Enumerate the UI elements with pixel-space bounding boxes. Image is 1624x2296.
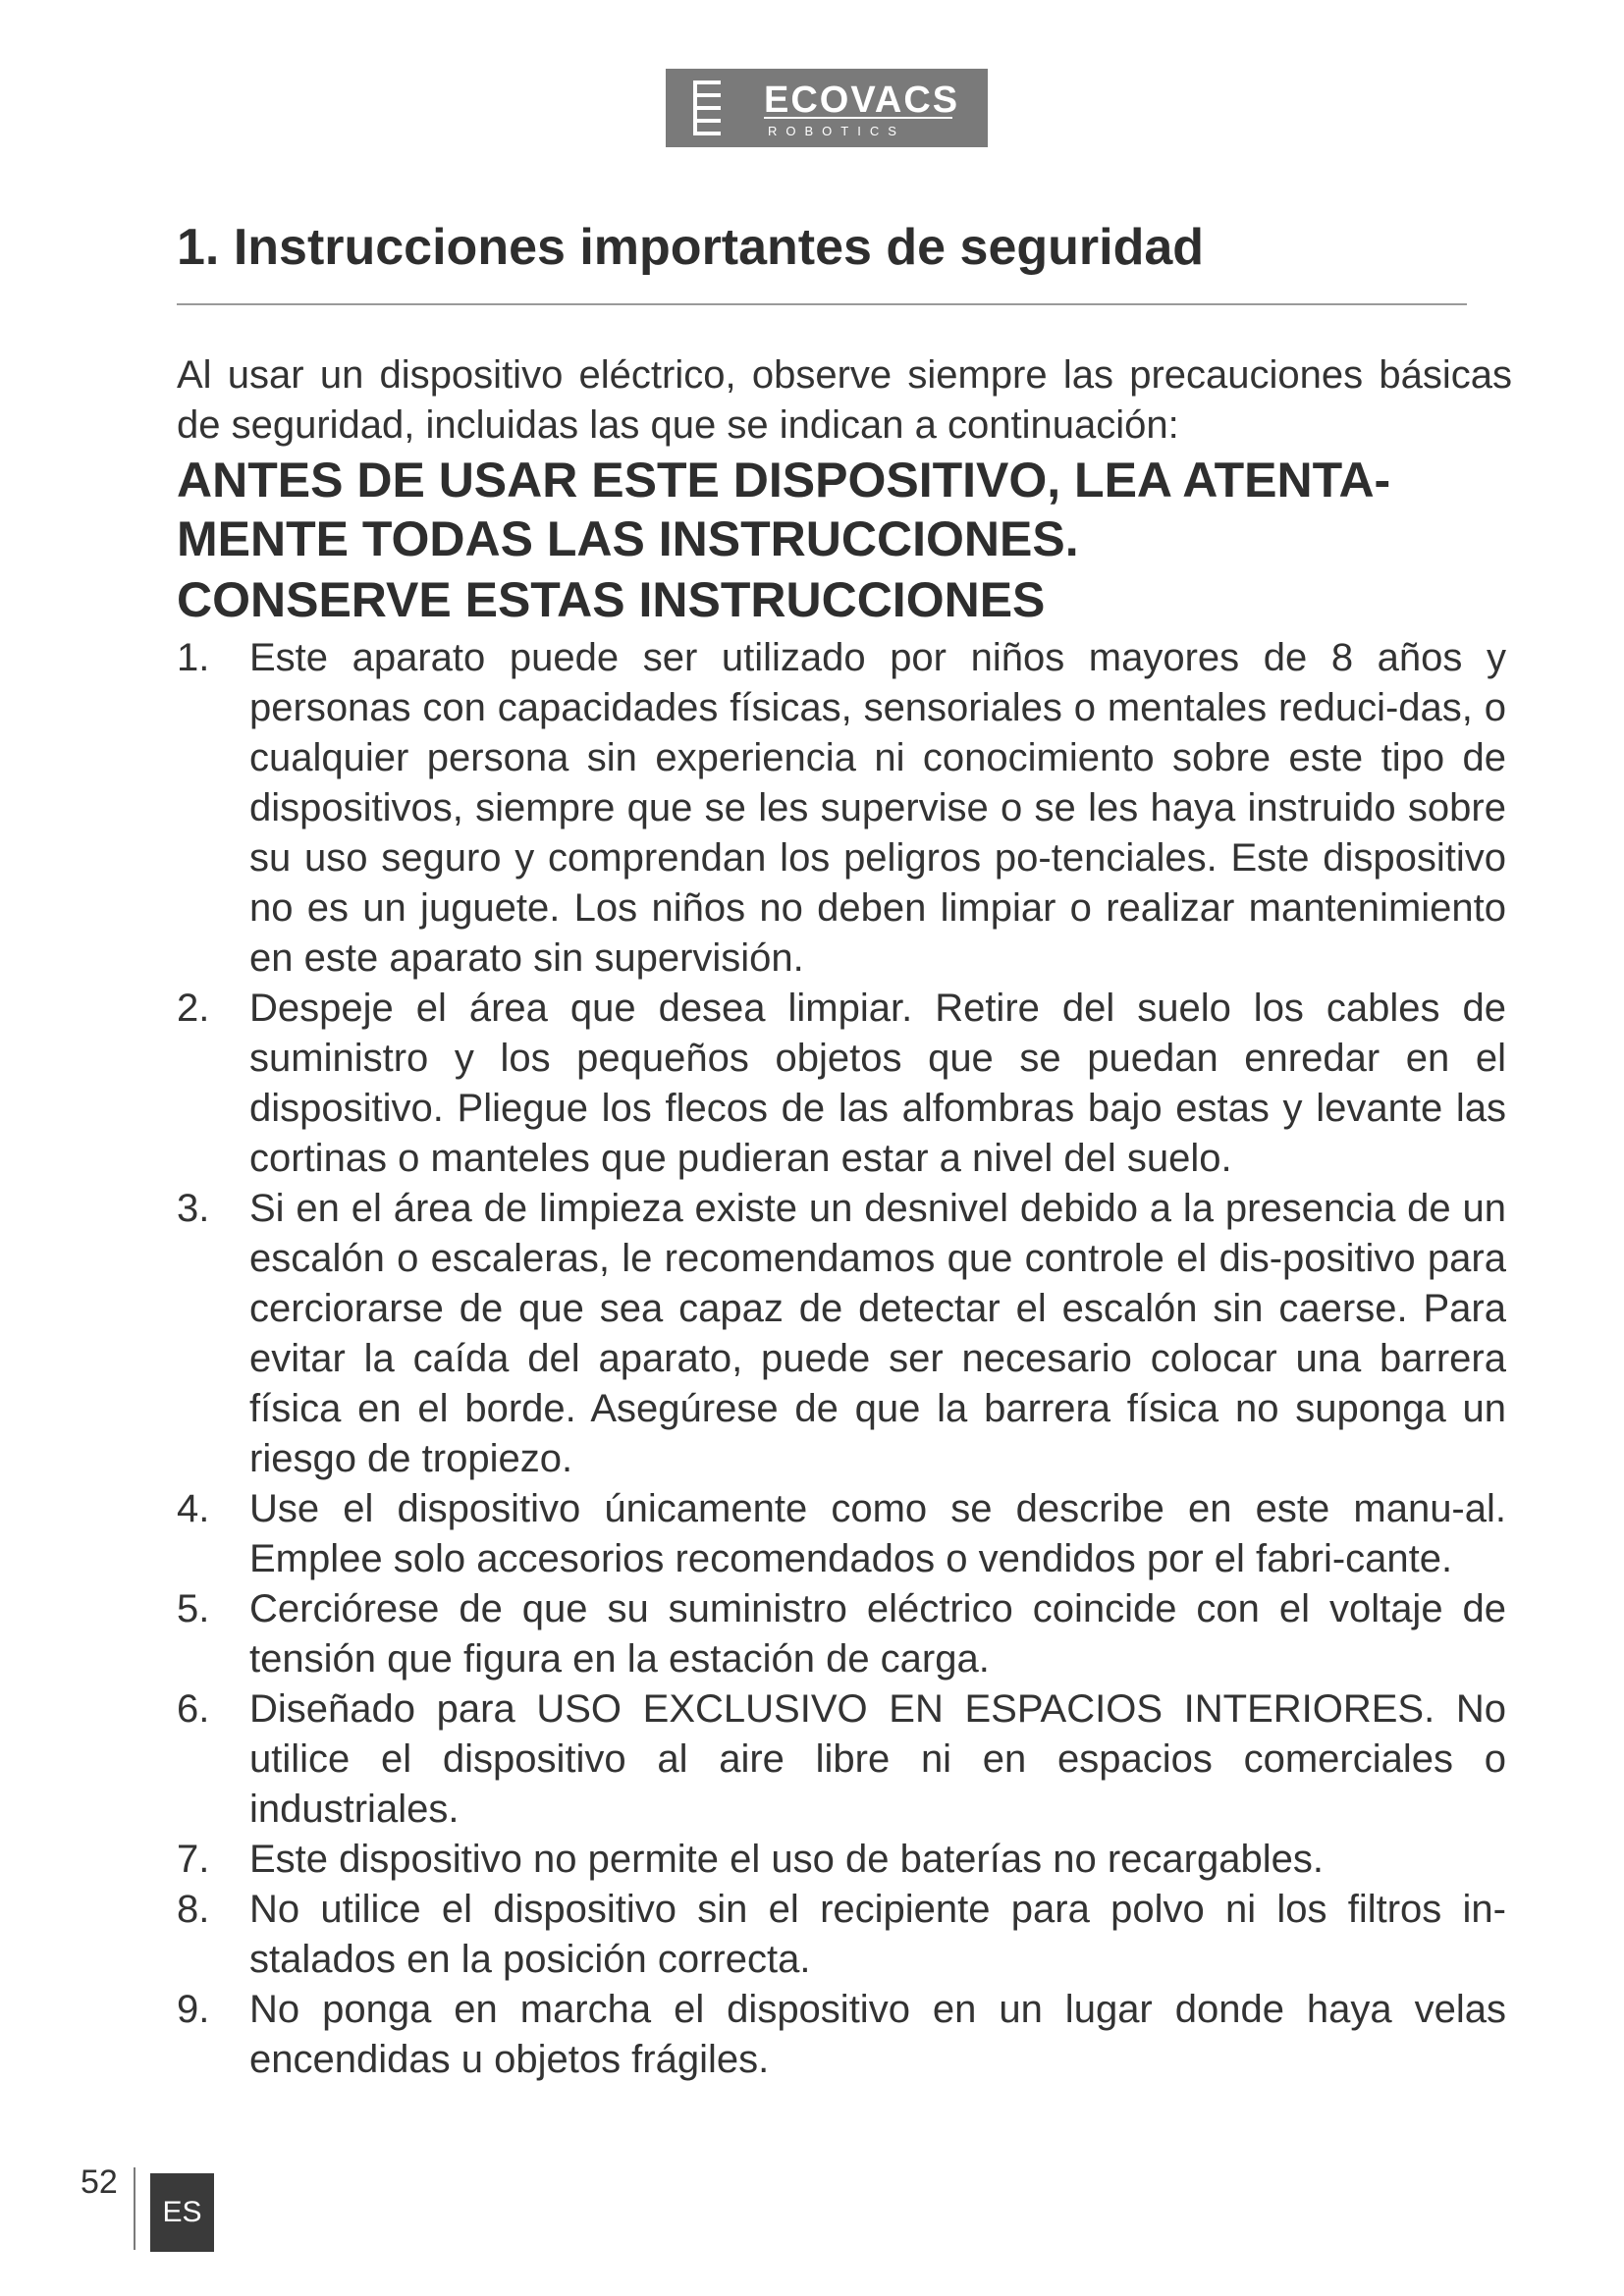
section-title: 1. Instrucciones importantes de seguridad <box>177 219 1205 276</box>
ecovacs-logo-mark <box>666 69 988 147</box>
list-item-number: 1. <box>177 636 210 679</box>
list-item-number: 3. <box>177 1187 210 1230</box>
safety-content <box>177 350 1512 2085</box>
list-item-number: 8. <box>177 1888 210 1931</box>
list-item-number: 6. <box>177 1687 210 1731</box>
list-item-number: 5. <box>177 1587 210 1630</box>
warning-keep-instructions: CONSERVE ESTAS INSTRUCCIONES <box>177 572 1046 627</box>
list-item-text: Este aparato puede ser utilizado por niños mayores de 8 años y personas con capacidades físicas, sensoriales o mentales reduci-das, o cualquier persona sin experiencia ni conocimiento sobre este tipo de dispositivos, siempre que se les supervise o se les haya instruido sobre su uso seguro y comprendan los peligros po-tenciales. Este dispositivo no es un juguete. Los niños no deben limpiar o realizar mantenimiento en este aparato sin supervisión. <box>249 636 1506 980</box>
safety-rules-list <box>177 633 1512 2085</box>
list-item <box>177 633 1512 984</box>
list-item-number: 9. <box>177 1988 210 2031</box>
list-item-number: 7. <box>177 1838 210 1881</box>
list-item <box>177 1684 1512 1835</box>
list-item-text: Diseñado para USO EXCLUSIVO EN ESPACIOS INTERIORES. No utilice el dispositivo al aire libre ni en espacios comerciales o industriales. <box>249 1687 1506 1831</box>
list-item-text: No ponga en marcha el dispositivo en un lugar donde haya velas encendidas u objetos frágiles. <box>249 1988 1506 2081</box>
list-item-text: Este dispositivo no permite el uso de baterías no recargables. <box>249 1838 1324 1881</box>
page-number: 52 <box>81 2163 118 2201</box>
logo-sub-text: ROBOTICS <box>768 124 905 138</box>
list-item-text: No utilice el dispositivo sin el recipiente para polvo ni los filtros in-stalados en la posición correcta. <box>249 1888 1506 1981</box>
list-item <box>177 1835 1512 1885</box>
warning-read-instructions: ANTES DE USAR ESTE DISPOSITIVO, LEA ATENTA-MENTE TODAS LAS INSTRUCCIONES. <box>177 453 1391 566</box>
footer-divider <box>134 2167 135 2250</box>
list-item <box>177 1184 1512 1484</box>
language-tab: ES <box>150 2173 214 2252</box>
title-divider <box>177 303 1467 305</box>
list-item <box>177 1584 1512 1684</box>
list-item-text: Use el dispositivo únicamente como se describe en este manu-al. Emplee solo accesorios recomendados o vendidos por el fabri-cante. <box>249 1487 1506 1580</box>
list-item-text: Cerciórese de que su suministro eléctrico coincide con el voltaje de tensión que figura en la estación de carga. <box>249 1587 1506 1681</box>
list-item-number: 2. <box>177 987 210 1030</box>
list-item <box>177 1985 1512 2085</box>
list-item <box>177 1885 1512 1985</box>
list-item-text: Si en el área de limpieza existe un desnivel debido a la presencia de un escalón o escaleras, le recomendamos que controle el dis-positivo para cerciorarse de que sea capaz de detectar el escalón sin caerse. Para evitar la caída del aparato, puede ser necesario colocar una barrera física en el borde. Asegúrese de que la barrera física no suponga un riesgo de tropiezo. <box>249 1187 1506 1480</box>
list-item <box>177 1484 1512 1584</box>
ecovacs-logo <box>666 69 988 147</box>
intro-paragraph: Al usar un dispositivo eléctrico, observe siempre las precauciones básicas de seguridad, incluidas las que se indican a continuación: <box>177 353 1512 447</box>
list-item <box>177 984 1512 1184</box>
list-item-number: 4. <box>177 1487 210 1530</box>
list-item-text: Despeje el área que desea limpiar. Retire del suelo los cables de suministro y los pequeños objetos que se puedan enredar en el dispositivo. Pliegue los flecos de las alfombras bajo estas y levante las cortinas o manteles que pudieran estar a nivel del suelo. <box>249 987 1506 1180</box>
logo-brand-text: ECOVACS <box>764 80 960 121</box>
